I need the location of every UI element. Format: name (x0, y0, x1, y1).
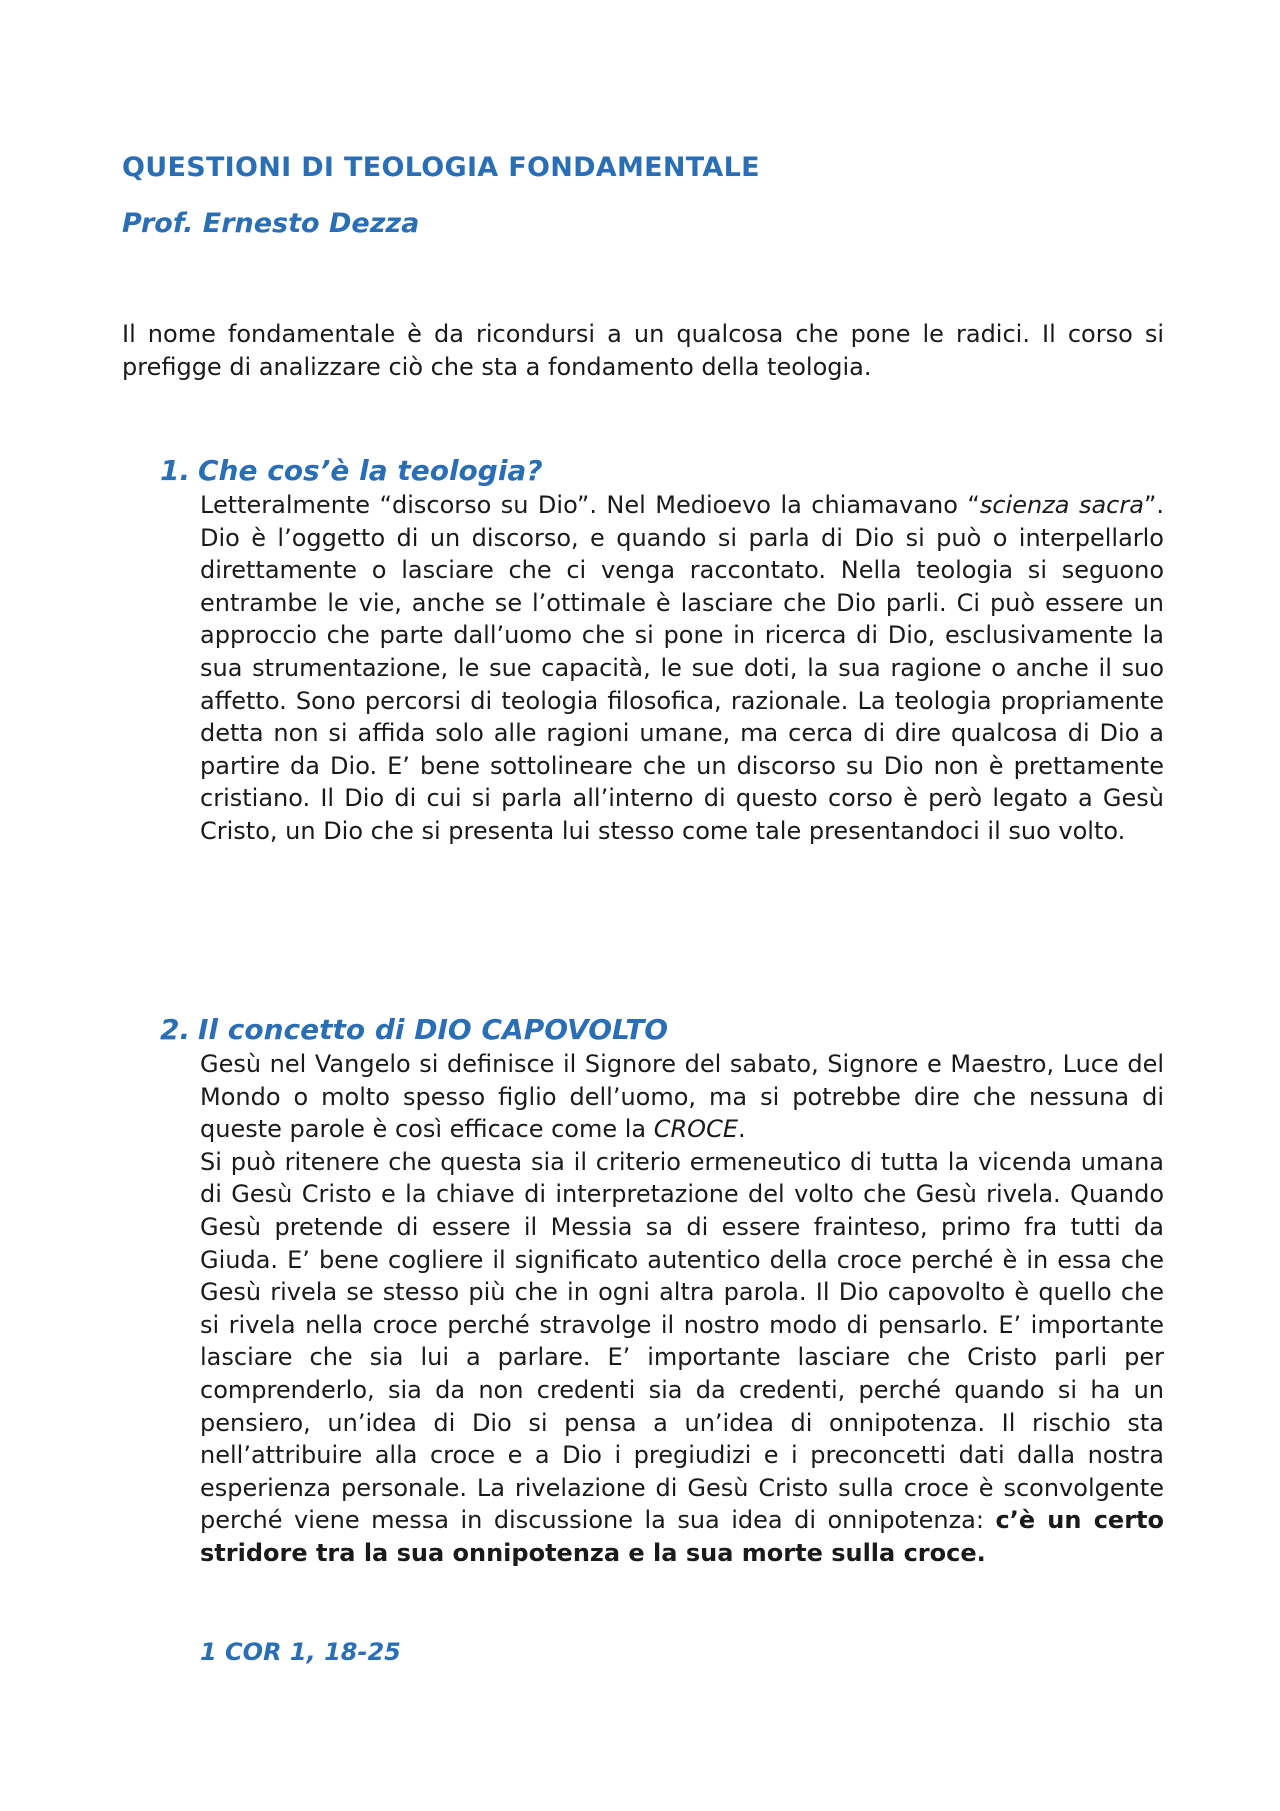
section-2-p2-bold: c’è un certo stridore tra la sua onnipotenza e la sua morte sulla croce. (200, 1506, 1164, 1567)
section-1-heading (160, 454, 543, 488)
section-2-body (200, 1048, 1164, 1570)
section-2-p1-text: Gesù nel Vangelo si definisce il Signore del sabato, Signore e Maestro, Luce del Mondo o molto spesso figlio dell’uomo, ma si potrebbe dire che nessuna di queste parole è così efficace come la (200, 1050, 1164, 1144)
section-2-paragraph-2 (200, 1146, 1164, 1570)
document-author: Prof. Ernesto Dezza (122, 208, 420, 239)
document-title: QUESTIONI DI TEOLOGIA FONDAMENTALE (122, 152, 760, 183)
section-1-italic-term: scienza sacra (979, 491, 1144, 519)
section-2-p2-text: Si può ritenere che questa sia il criterio ermeneutico di tutta la vicenda umana di Gesù Cristo e la chiave di interpretazione del volto che Gesù rivela. Quando Gesù pretende di essere il Messia sa di essere frainteso, primo fra tutti da Giuda. E’ bene cogliere il significato autentico della croce perché è in essa che Gesù rivela se stesso più che in ogni altra parola. Il Dio capovolto è quello che si rivela nella croce perché stravolge il nostro modo di pensarlo. E’ importante lasciare che sia lui a parlare. E’ importante lasciare che Cristo parli per comprenderlo, sia da non credenti sia da credenti, perché quando si ha un pensiero, un’idea di Dio si pensa a un’idea di onnipotenza. Il rischio sta nell’attribuire alla croce e a Dio i pregiudizi e i preconcetti dati dalla nostra esperienza personale. La rivelazione di Gesù Cristo sulla croce è sconvolgente perché viene messa in discussione la sua idea di onnipotenza: (200, 1147, 1164, 1535)
section-1-body (200, 489, 1164, 848)
intro-paragraph: Il nome fondamentale è da ricondursi a un qualcosa che pone le radici. Il corso si prefigge di analizzare ciò che sta a fondamento della teologia. (122, 320, 1164, 381)
bible-reference: 1 COR 1, 18-25 (200, 1638, 401, 1666)
section-1-paragraph (200, 489, 1164, 848)
section-2-heading (160, 1013, 668, 1047)
section-1-text-a: Letteralmente “discorso su Dio”. Nel Medioevo la chiamavano “ (200, 491, 980, 519)
section-1-number: 1. (160, 454, 191, 487)
section-2-p1-end: . (738, 1115, 746, 1144)
section-1-title: Che cos’è la teologia? (198, 454, 543, 487)
section-2-paragraph-1 (200, 1048, 1164, 1146)
section-1-text-b: ”. Dio è l’oggetto di un discorso, e quando si parla di Dio si può o interpellarlo direttamente o lasciare che ci venga raccontato. Nella teologia si seguono entrambe le vie, anche se l’ottimale è lasciare che Dio parli. Ci può essere un approccio che parte dall’uomo che si pone in ricerca di Dio, esclusivamente la sua strumentazione, le sue capacità, le sue doti, la sua ragione o anche il suo affetto. Sono percorsi di teologia filosofica, razionale. La teologia propriamente detta non si affida solo alle ragioni umane, ma cerca di dire qualcosa di Dio a partire da Dio. E’ bene sottolineare che un discorso su Dio non è prettamente cristiano. Il Dio di cui si parla all’interno di questo corso è però legato a Gesù Cristo, un Dio che si presenta lui stesso come tale presentandoci il suo volto. (200, 491, 1164, 845)
section-2-title: Il concetto di DIO CAPOVOLTO (198, 1013, 669, 1046)
section-2-number: 2. (160, 1013, 191, 1046)
section-2-p1-italic: CROCE (653, 1115, 738, 1144)
